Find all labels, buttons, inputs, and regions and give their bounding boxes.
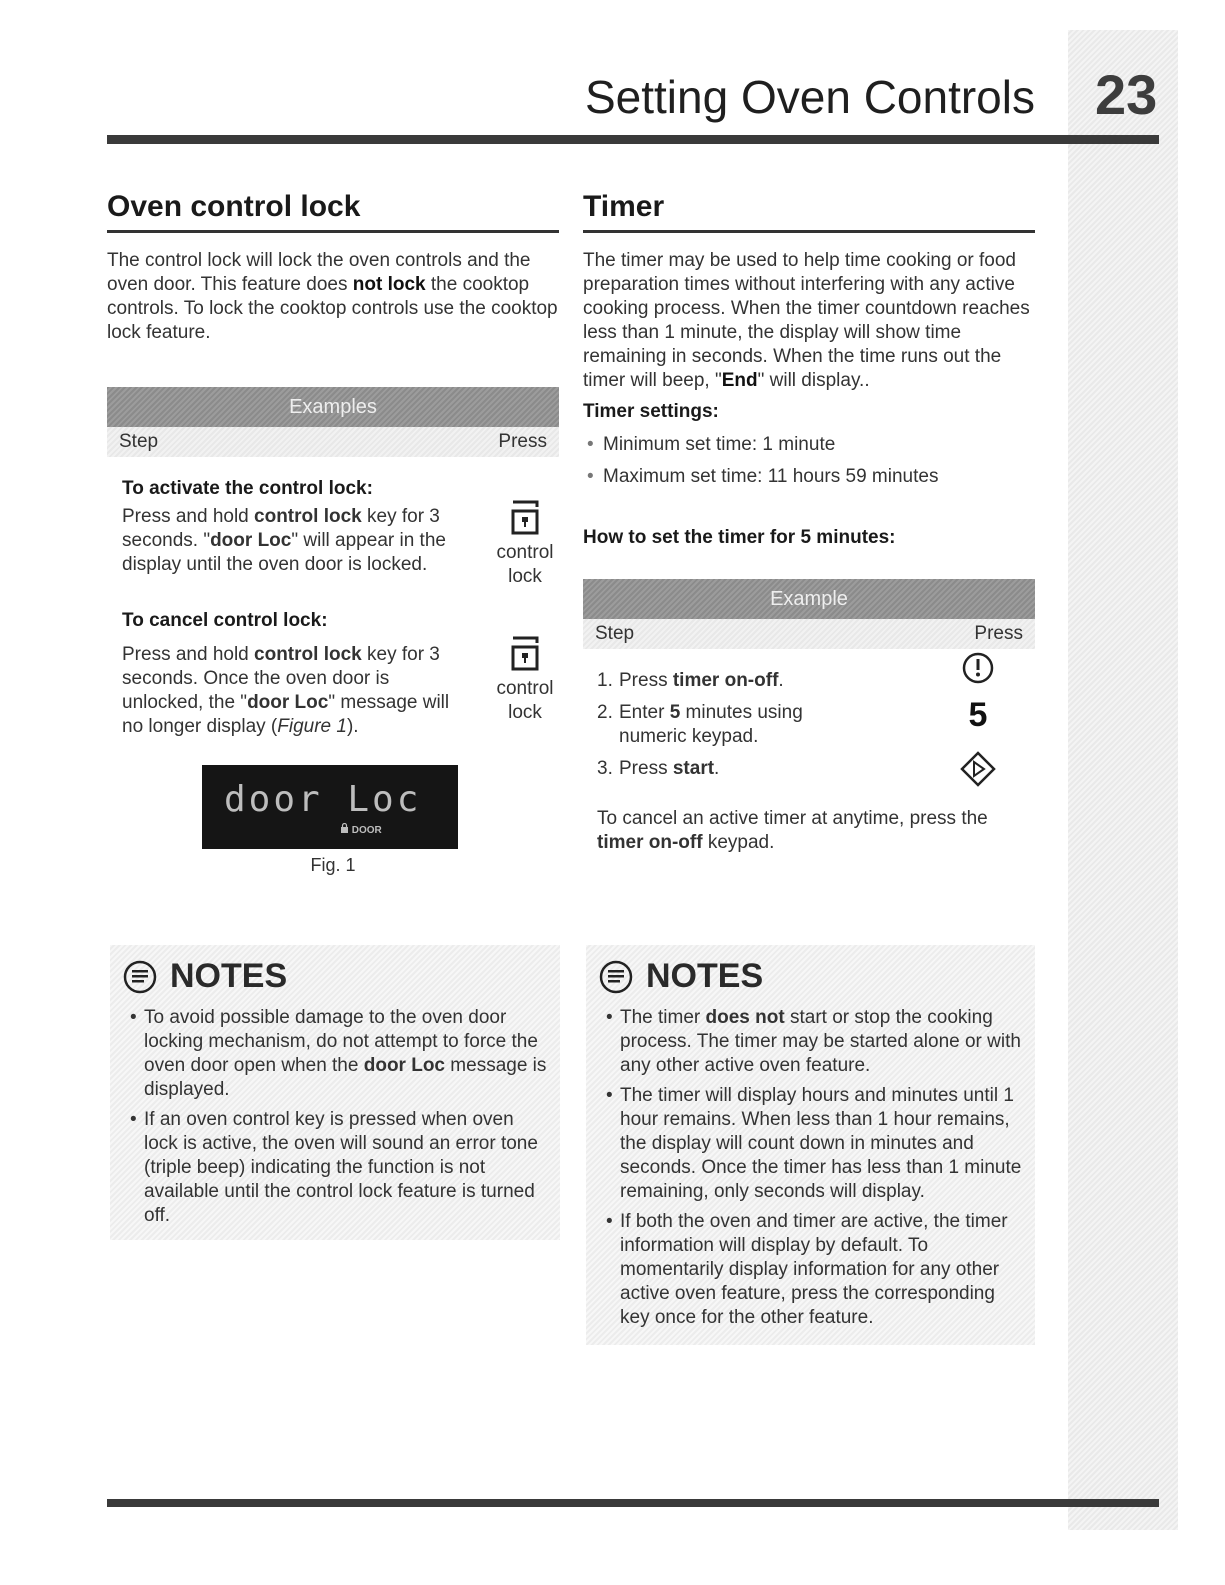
- bold-text: control lock: [254, 644, 362, 665]
- bold-text: door Loc: [210, 530, 292, 551]
- step-text: [619, 669, 859, 693]
- page-edge-shading: [1068, 30, 1178, 1530]
- activate-text: [122, 505, 467, 577]
- howto-heading: How to set the timer for 5 minutes:: [583, 527, 896, 548]
- notes-heading: [598, 957, 1025, 996]
- bold-text: door Loc: [363, 1055, 446, 1076]
- step-press-header: [583, 619, 1035, 649]
- text: key for 3 seconds. ": [122, 506, 440, 551]
- display-readout: door Loc: [224, 779, 422, 820]
- display-door-indicator: [340, 823, 382, 836]
- activate-title: To activate the control lock:: [122, 478, 373, 499]
- cancel-text: [122, 643, 467, 739]
- step-press-header: [107, 427, 559, 457]
- bold-text: door Loc: [247, 692, 329, 713]
- activate-lock-block: [107, 477, 559, 587]
- notes-title-text: NOTES: [170, 957, 288, 995]
- footer-rule: [107, 1499, 1159, 1507]
- timer-on-off-icon: [961, 651, 995, 685]
- list-item: • Minimum set time: 1 minute: [587, 433, 1035, 457]
- cancel-lock-block: [107, 609, 559, 739]
- note-item: [606, 1006, 1025, 1078]
- intro-text: The control lock will lock the oven controls and the oven door. This feature does: [107, 250, 531, 295]
- text: .: [714, 758, 720, 779]
- numeric-key-5: 5: [968, 696, 988, 734]
- bold-text: start: [672, 758, 715, 779]
- timer-on-off-key: [953, 651, 1003, 692]
- key-caption: control: [496, 678, 554, 699]
- intro-bold: not lock: [352, 274, 426, 295]
- section-heading-control-lock: Oven control lock: [107, 190, 559, 233]
- notes-box-control-lock: [110, 945, 560, 1240]
- list-item: • Maximum set time: 11 hours 59 minutes: [587, 465, 1035, 489]
- section-heading-timer: Timer: [583, 190, 1035, 233]
- notes-title-text: NOTES: [646, 957, 764, 995]
- notes-list: [122, 1006, 550, 1228]
- notes-list: [598, 1006, 1025, 1330]
- text: " message will no longer display (: [122, 692, 450, 737]
- note-item: • The timer will display hours and minutes until 1 hour remains. When less than 1 hour remains, the display will count down in minutes and seconds. Once the timer has less than 1 minute remaining, only seconds will display.: [606, 1084, 1025, 1204]
- intro-text: " will display..: [757, 370, 870, 391]
- notes-heading: [122, 957, 550, 996]
- step-text: [619, 701, 859, 749]
- oven-control-lock-section: [107, 190, 559, 876]
- text: keypad.: [702, 832, 775, 853]
- text: To avoid possible damage to the oven door locking mechanism, do not attempt to force the oven door open when the: [144, 1007, 538, 1076]
- text: Press: [619, 758, 673, 779]
- note-item: • If an oven control key is pressed when oven lock is active, the oven will sound an error tone (triple beep) indicating the function is not available until the control lock feature is turned off.: [130, 1108, 550, 1228]
- start-key: [953, 751, 1003, 794]
- lock-icon: [340, 823, 349, 833]
- text: .: [778, 670, 784, 691]
- intro-text: the cooktop controls. To lock the cooktop controls use the cooktop lock feature.: [107, 274, 558, 343]
- key-caption: lock: [508, 702, 542, 723]
- timer-steps: [583, 669, 1035, 781]
- text: key for 3 seconds. Once the oven door is unlocked, the ": [122, 644, 440, 713]
- notes-icon: [598, 959, 634, 995]
- figure-ref: Figure 1: [277, 716, 347, 737]
- timer-intro: [583, 249, 1035, 393]
- text: " will appear in the display until the oven door is locked.: [122, 530, 446, 575]
- timer-settings-title: Timer settings:: [583, 401, 719, 422]
- step-label: Step: [119, 431, 159, 452]
- control-lock-intro: [107, 249, 559, 345]
- text: The timer: [620, 1007, 706, 1028]
- text: start or stop the cooking process. The timer may be started alone or with any other active oven feature.: [620, 1007, 1021, 1076]
- text: minutes using numeric keypad.: [619, 702, 803, 747]
- bold-text: 5: [669, 702, 681, 723]
- cancel-title: To cancel control lock:: [122, 610, 328, 631]
- bold-text: control lock: [254, 506, 362, 527]
- control-lock-icon: [508, 499, 542, 537]
- step-label: Step: [595, 623, 635, 644]
- text: Enter: [619, 702, 670, 723]
- step-number: 1.: [597, 670, 613, 691]
- note-item: [130, 1006, 550, 1102]
- text: Press: [619, 670, 673, 691]
- text: Press and hold: [122, 506, 255, 527]
- press-label: Press: [498, 431, 547, 452]
- timer-settings-list: [583, 433, 1035, 489]
- cancel-timer-text: [597, 807, 1017, 855]
- control-lock-key: [490, 635, 560, 725]
- header-rule: [107, 135, 1159, 144]
- figure-caption: Fig. 1: [310, 855, 356, 875]
- timer-section: [583, 190, 1035, 855]
- key-caption: lock: [508, 566, 542, 587]
- key-caption: control: [496, 542, 554, 563]
- note-item: • If both the oven and timer are active, the timer information will display by default. To momentarily display information for any other active oven feature, press the corresponding key once for the other feature.: [606, 1210, 1025, 1330]
- control-lock-icon: [508, 635, 542, 673]
- door-label: DOOR: [351, 825, 382, 836]
- press-label: Press: [974, 623, 1023, 644]
- text: To cancel an active timer at anytime, press the: [597, 808, 988, 829]
- text: message is displayed.: [144, 1055, 547, 1100]
- bold-text: does not: [705, 1007, 785, 1028]
- example-band: Example: [583, 579, 1035, 619]
- notes-icon: [122, 959, 158, 995]
- step-text: [619, 757, 859, 781]
- intro-text: The timer may be used to help time cooking or food preparation times without interfering with any active cooking process. When the timer countdown reaches less than 1 minute, the display will show time remaining in seconds. When the time runs out the timer will beep, ": [583, 250, 1030, 391]
- text: ).: [346, 716, 359, 737]
- control-lock-key: [490, 499, 560, 589]
- step-number: 3.: [597, 758, 613, 779]
- text: Press and hold: [122, 644, 255, 665]
- page-number: 23: [1095, 63, 1158, 126]
- examples-band: Examples: [107, 387, 559, 427]
- step-number: 2.: [597, 702, 613, 723]
- bold-text: timer on-off: [597, 832, 703, 853]
- door-loc-display: [202, 765, 458, 849]
- notes-box-timer: [586, 945, 1035, 1345]
- intro-bold: End: [721, 370, 758, 391]
- page-title: Setting Oven Controls: [584, 71, 1035, 123]
- bold-text: timer on-off: [672, 670, 779, 691]
- start-icon: [960, 751, 996, 787]
